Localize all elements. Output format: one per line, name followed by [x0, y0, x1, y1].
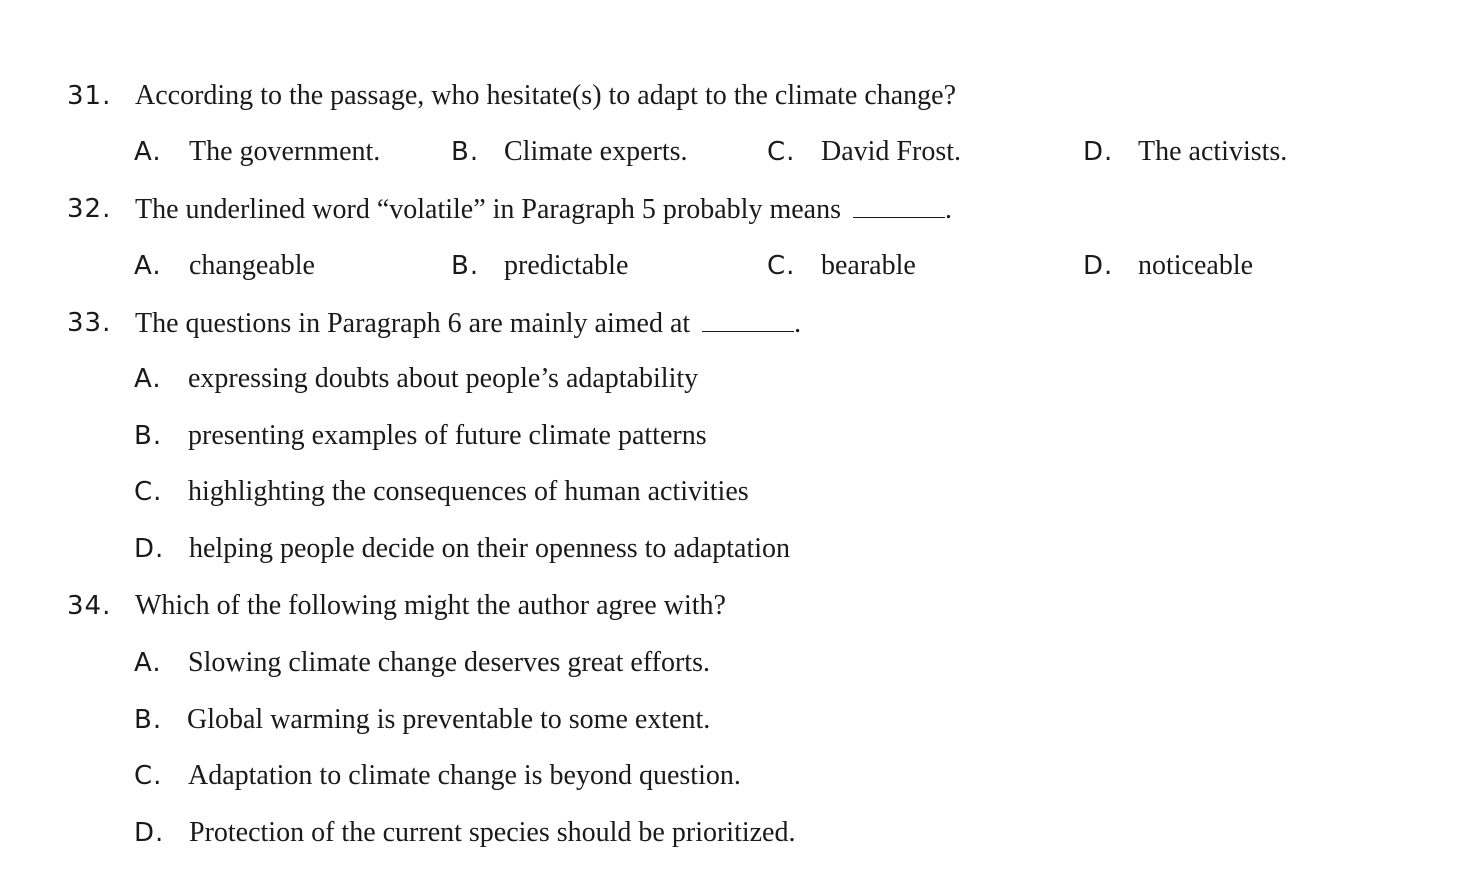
option-letter: D. [1083, 137, 1114, 167]
option-32-b [451, 250, 629, 281]
answer-blank [702, 309, 794, 332]
option-text: predictable [504, 250, 629, 281]
question-text-end: . [794, 308, 802, 339]
option-letter: B. [134, 705, 163, 735]
option-letter: C. [134, 761, 163, 791]
option-text: expressing doubts about people’s adaptability [188, 363, 699, 394]
option-text: Protection of the current species should be prioritized. [189, 817, 796, 848]
option-text: Adaptation to climate change is beyond question. [188, 760, 741, 791]
question-text: Which of the following might the author agree with? [135, 590, 726, 621]
option-text: David Frost. [821, 136, 961, 167]
question-text: The questions in Paragraph 6 are mainly aimed at [135, 308, 691, 339]
option-33-b [134, 420, 707, 451]
question-33-stem [67, 308, 802, 339]
option-34-d [134, 817, 796, 848]
option-letter: C. [767, 251, 796, 281]
option-letter: B. [451, 251, 480, 281]
option-34-b [134, 704, 711, 735]
option-text: bearable [821, 250, 916, 281]
option-33-a [134, 363, 699, 394]
option-33-d [134, 533, 791, 564]
option-text: presenting examples of future climate patterns [188, 420, 707, 451]
question-34-stem [67, 590, 726, 621]
option-letter: B. [451, 137, 480, 167]
question-text: The underlined word “volatile” in Paragraph 5 probably means [135, 194, 841, 225]
option-text: Climate experts. [504, 136, 688, 167]
option-text: The government. [189, 136, 381, 167]
question-number: 34. [67, 591, 112, 621]
question-text: According to the passage, who hesitate(s) to adapt to the climate change? [135, 80, 957, 111]
option-31-d [1083, 136, 1288, 167]
option-32-d [1083, 250, 1254, 281]
option-letter: D. [1083, 251, 1114, 281]
question-text-end: . [945, 194, 952, 225]
question-32-stem [67, 194, 952, 225]
option-31-a [134, 136, 381, 167]
option-letter: C. [767, 137, 796, 167]
option-32-a [134, 250, 315, 281]
answer-blank [853, 195, 945, 218]
option-text: highlighting the consequences of human activities [188, 476, 749, 507]
option-letter: A. [134, 251, 162, 281]
option-text: noticeable [1138, 250, 1254, 281]
option-text: The activists. [1138, 136, 1288, 167]
option-letter: A. [134, 364, 162, 394]
question-number: 32. [67, 194, 112, 224]
option-31-b [451, 136, 688, 167]
option-letter: A. [134, 137, 162, 167]
question-number: 33. [67, 308, 112, 338]
option-34-c [134, 760, 741, 791]
option-text: Global warming is preventable to some extent. [187, 704, 711, 735]
option-32-c [767, 250, 916, 281]
question-number: 31. [67, 81, 112, 111]
option-text: helping people decide on their openness to adaptation [189, 533, 791, 564]
option-text: changeable [189, 250, 315, 281]
option-letter: D. [134, 534, 165, 564]
option-34-a [134, 647, 710, 678]
option-letter: D. [134, 818, 165, 848]
question-text-group [135, 309, 801, 338]
option-letter: C. [134, 477, 163, 507]
question-31-stem [67, 80, 957, 111]
option-text: Slowing climate change deserves great efforts. [188, 647, 710, 678]
option-letter: B. [134, 421, 163, 451]
question-text-group [135, 195, 952, 224]
option-33-c [134, 476, 749, 507]
option-31-c [767, 136, 961, 167]
option-letter: A. [134, 648, 162, 678]
